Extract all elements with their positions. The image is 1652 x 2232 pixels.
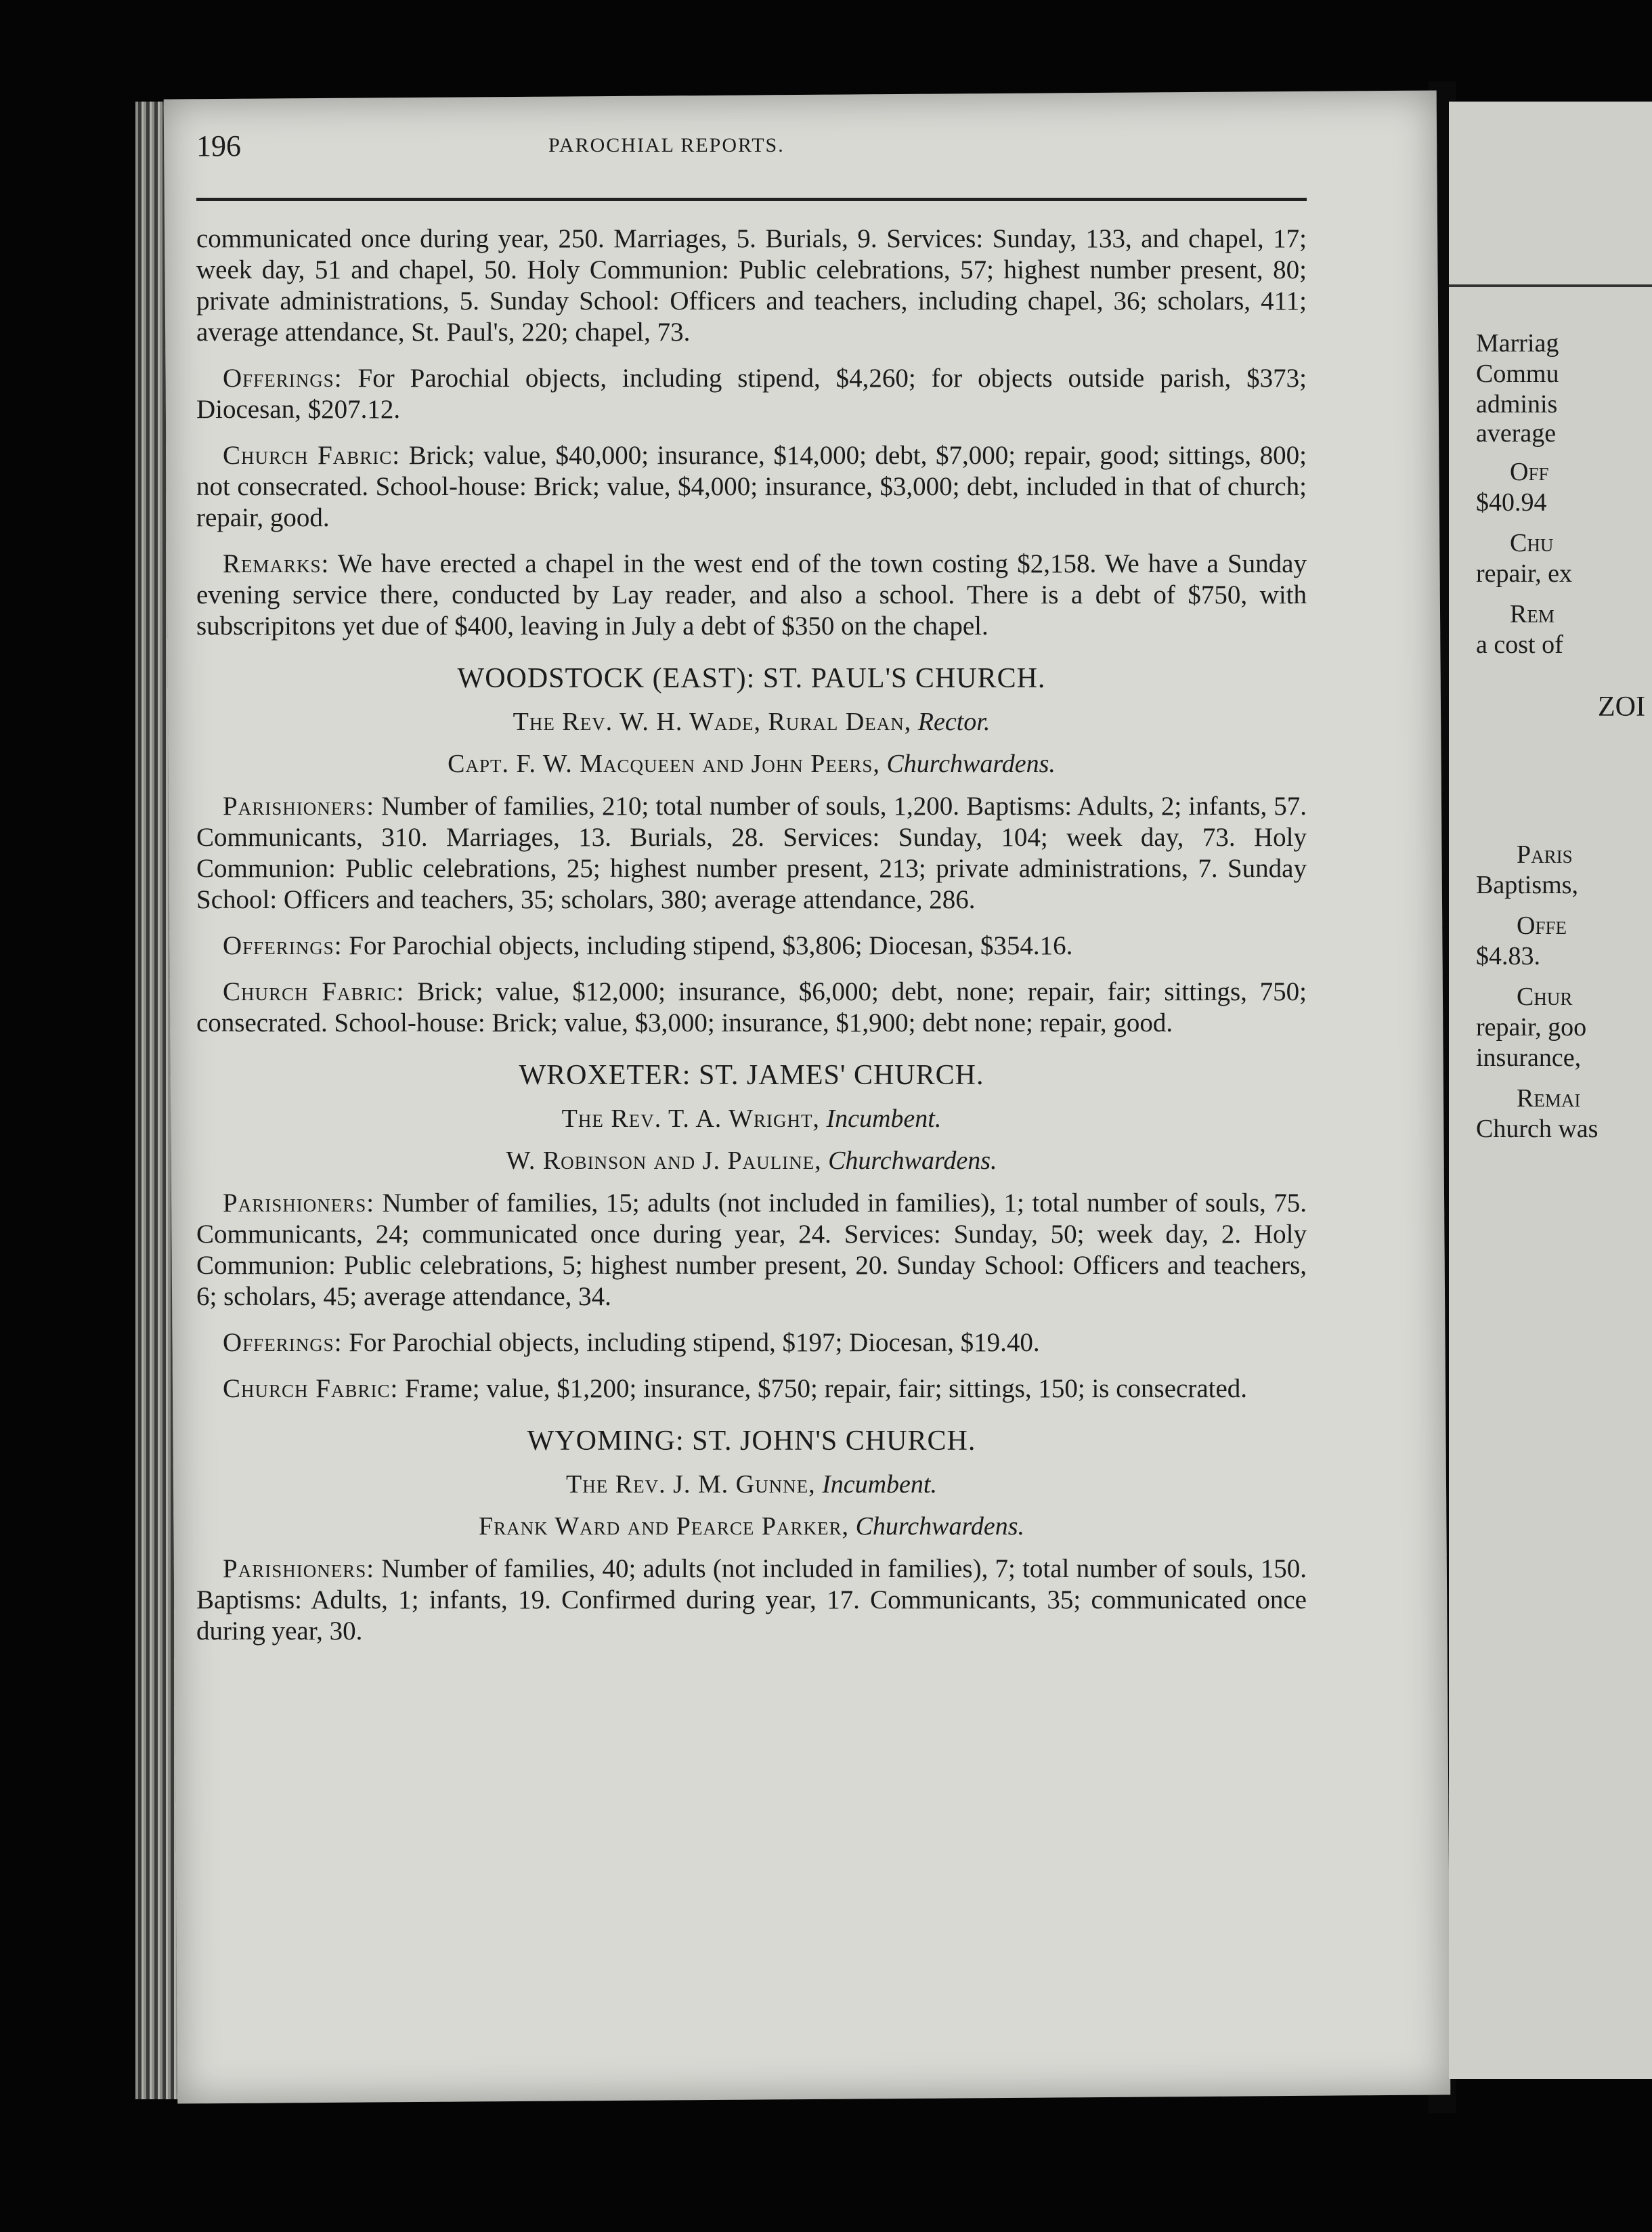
text: We have erected a chapel in the west end of the town costing $2,158. We have a Sunday evening service there, conducted by Lay reader, and also a school. There is a debt of $750, with subscripitons yet due of $400, leaving in July a debt of $350 on the chapel. (196, 549, 1307, 641)
fragment: Chu (1510, 529, 1554, 557)
fragment: Commu (1476, 360, 1559, 388)
fragment: Rem (1510, 600, 1555, 628)
fragment: Remai (1517, 1084, 1581, 1113)
label: Offerings: (223, 364, 343, 393)
wardens-role: Churchwardens. (855, 1512, 1025, 1541)
text: Number of families, 210; total number of souls, 1,200. Baptisms: Adults, 2; infants, 57. Communicants, 310. Marriages, 13. Burials, 28. Services: Sunday, 104; week day, 73. Holy Communion: Public celebrations, 25; highest number present, 213; private administrations, 7. Sunday School: Officers and teachers, 35; scholars, 380; average attendance, 286. (196, 792, 1307, 914)
fragment: $40.94 (1476, 488, 1547, 517)
wyoming-wardens (196, 1511, 1307, 1541)
fragment: Off (1510, 458, 1549, 486)
fragment: Chur (1517, 983, 1573, 1011)
fragment: average (1476, 419, 1557, 448)
rector-name: The Rev. T. A. Wright, (561, 1104, 820, 1133)
label: Offerings: (223, 1328, 343, 1357)
wroxeter-wardens (196, 1146, 1307, 1176)
woodstock-offerings (196, 930, 1307, 962)
wardens-names: W. Robinson and J. Pauline, (506, 1146, 822, 1175)
woodstock-fabric (196, 976, 1307, 1039)
fragment: $4.83. (1476, 942, 1540, 970)
fragment: a cost of (1476, 630, 1563, 659)
woodstock-wardens (196, 749, 1307, 779)
page-number: 196 (196, 129, 241, 163)
text: For Parochial objects, including stipend, $4,260; for objects outside parish, $373; Diocesan, $207.12. (196, 364, 1307, 424)
right-page (1449, 102, 1652, 2079)
label: Parishioners: (223, 1554, 375, 1583)
intro-fabric (196, 440, 1307, 534)
fragment: Church was (1476, 1115, 1599, 1143)
fragment: repair, goo (1476, 1013, 1587, 1042)
fragment: insurance, (1476, 1044, 1582, 1072)
fragment: Marriag (1476, 329, 1559, 358)
intro-remarks (196, 549, 1307, 642)
header-rule (196, 198, 1307, 201)
text: Brick; value, $40,000; insurance, $14,000; debt, $7,000; repair, good; sittings, 800; not consecrated. School-house: Brick; value, $4,000; insurance, $3,000; debt, included in that of church; repair, good. (196, 441, 1307, 532)
wardens-names: Capt. F. W. Macqueen and John Peers, (448, 750, 880, 778)
wyoming-heading: WYOMING: ST. JOHN'S CHURCH. (527, 1425, 976, 1457)
wyoming-parishioners (196, 1553, 1307, 1647)
wroxeter-offerings (196, 1327, 1307, 1358)
wroxeter-rector (196, 1104, 1307, 1134)
rector-role: Rector. (917, 708, 991, 736)
wardens-role: Churchwardens. (828, 1146, 997, 1175)
rector-name: The Rev. W. H. Wade, Rural Dean, (513, 708, 912, 736)
page-body (196, 223, 1307, 1662)
wyoming-rector (196, 1469, 1307, 1499)
intro-offerings (196, 363, 1307, 425)
page-header (196, 129, 1307, 169)
wardens-role: Churchwardens. (886, 750, 1056, 778)
label: Remarks: (223, 549, 330, 578)
text: Number of families, 40; adults (not included in families), 7; total number of souls, 150. Baptisms: Adults, 1; infants, 19. Confirmed during year, 17. Communicants, 35; communicated once during year, 30. (196, 1554, 1307, 1646)
rector-role: Incumbent. (826, 1104, 942, 1133)
rector-role: Incumbent. (822, 1470, 937, 1499)
woodstock-heading: WOODSTOCK (EAST): ST. PAUL'S CHURCH. (457, 663, 1046, 694)
text: For Parochial objects, including stipend, $3,806; Diocesan, $354.16. (349, 931, 1073, 960)
wroxeter-parishioners (196, 1188, 1307, 1312)
label: Church Fabric: (223, 977, 405, 1006)
fragment: Paris (1517, 840, 1573, 869)
fragment: Baptisms, (1476, 871, 1578, 899)
fragment: ZOI (1598, 691, 1645, 723)
wroxeter-fabric (196, 1373, 1307, 1404)
text: Frame; value, $1,200; insurance, $750; repair, fair; sittings, 150; is consecrated. (405, 1374, 1248, 1403)
text: For Parochial objects, including stipend, $197; Diocesan, $19.40. (349, 1328, 1040, 1357)
intro-paragraph: communicated once during year, 250. Marriages, 5. Burials, 9. Services: Sunday, 133, and chapel, 17; week day, 51 and chapel, 50. Holy Communion: Public celebrations, 57; highest number present, 80; private administrations, 5. Sunday School: Officers and teachers, including chapel, 36; scholars, 411; average attendance, St. Paul's, 220; chapel, 73. (196, 224, 1307, 347)
label: Church Fabric: (223, 1374, 399, 1403)
label: Parishioners: (223, 1188, 375, 1218)
label: Church Fabric: (223, 441, 401, 470)
running-head: PAROCHIAL REPORTS. (548, 134, 785, 156)
wroxeter-heading: WROXETER: ST. JAMES' CHURCH. (519, 1060, 984, 1091)
wardens-names: Frank Ward and Pearce Parker, (478, 1512, 850, 1541)
fragment: Offe (1517, 911, 1567, 940)
text: Number of families, 15; adults (not included in families), 1; total number of souls, 75. Communicants, 24; communicated once during year, 24. Services: Sunday, 50; week day, 2. Holy Communion: Public celebrations, 5; highest number present, 20. Sunday School: Officers and teachers, 6; scholars, 45; average attendance, 34. (196, 1188, 1307, 1311)
woodstock-rector (196, 707, 1307, 737)
text: Brick; value, $12,000; insurance, $6,000; debt, none; repair, fair; sittings, 750; consecrated. School-house: Brick; value, $3,000; insurance, $1,900; debt none; repair, good. (196, 977, 1307, 1037)
label: Parishioners: (223, 792, 375, 821)
rector-name: The Rev. J. M. Gunne, (566, 1470, 816, 1499)
woodstock-parishioners (196, 791, 1307, 916)
fragment: repair, ex (1476, 559, 1572, 588)
right-header-rule (1449, 284, 1652, 287)
label: Offerings: (223, 931, 343, 960)
fragment: adminis (1476, 390, 1558, 418)
